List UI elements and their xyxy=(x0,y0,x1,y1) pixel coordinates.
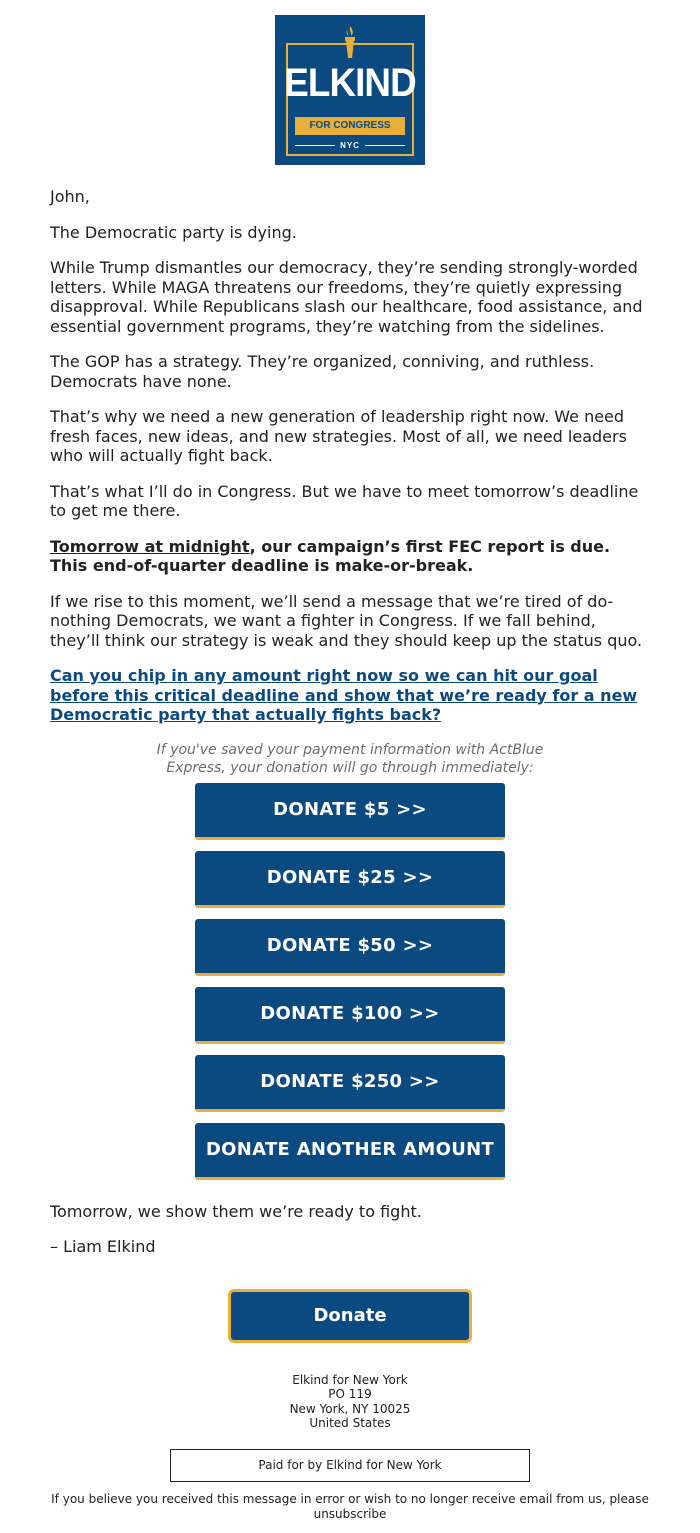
paragraph: That’s why we need a new generation of leadership right now. We need fresh faces, new ideas, and new strategies. Most of all, we need leaders who will actually fight back. xyxy=(50,407,627,465)
donate-25-button[interactable]: DONATE $25 >> xyxy=(195,851,505,908)
paragraph: That’s what I’ll do in Congress. But we have to meet tomorrow’s deadline to get me there. xyxy=(50,481,639,520)
email-body xyxy=(0,187,700,725)
deadline-underlined: Tomorrow at midnight xyxy=(50,536,250,556)
signature: – Liam Elkind xyxy=(50,1237,156,1256)
elkind-logo xyxy=(275,15,425,165)
footer-donate-button[interactable]: Donate xyxy=(228,1289,472,1343)
donate-5-button[interactable]: DONATE $5 >> xyxy=(195,783,505,840)
donate-another-amount-button[interactable]: DONATE ANOTHER AMOUNT xyxy=(195,1123,505,1180)
mailing-address xyxy=(0,1373,700,1431)
donate-100-button[interactable]: DONATE $100 >> xyxy=(195,987,505,1044)
logo-city: NYC xyxy=(340,140,360,150)
address-line: New York, NY 10025 xyxy=(289,1401,411,1416)
logo-container xyxy=(0,0,700,165)
closing-line: Tomorrow, we show them we’re ready to fight. xyxy=(50,1201,422,1221)
paragraph: The Democratic party is dying. xyxy=(50,222,297,242)
donate-button-list xyxy=(0,783,700,1180)
address-line: United States xyxy=(309,1416,391,1430)
logo-band: FOR CONGRESS xyxy=(295,117,405,135)
paragraph: If we rise to this moment, we’ll send a message that we’re tired of do-nothing Democrats, we want a fighter in Congress. If we fall behind, they’ll think our strategy is weak and they should keep up the status quo. xyxy=(50,591,643,650)
address-line: Elkind for New York xyxy=(292,1372,408,1387)
address-line: PO 119 xyxy=(328,1387,372,1401)
actblue-note: If you've saved your payment information with ActBlue Express, your donation will go through immediately: xyxy=(156,741,544,776)
paid-for-disclaimer: Paid for by Elkind for New York xyxy=(170,1449,530,1482)
logo-nyc-row xyxy=(295,139,405,151)
cta-link[interactable]: Can you chip in any amount right now so we can hit our goal before this critical deadline and show that we’re ready for a new Democratic party that actually fights back? xyxy=(50,666,638,724)
unsubscribe-text[interactable]: If you believe you received this message in error or wish to no longer receive email from us, please unsubscribe xyxy=(51,1491,649,1521)
footer-donate-wrap xyxy=(0,1289,700,1343)
paragraph: While Trump dismantles our democracy, they’re sending strongly-worded letters. While MAGA threatens our freedoms, they’re quietly expressing disapproval. While Republicans slash our healthcare, food assistance, and essential government programs, they’re watching from the sidelines. xyxy=(50,258,643,336)
sign-off xyxy=(0,1202,700,1257)
paragraph: The GOP has a strategy. They’re organized, conniving, and ruthless. Democrats have none. xyxy=(50,352,595,391)
donate-50-button[interactable]: DONATE $50 >> xyxy=(195,919,505,976)
logo-name: ELKIND xyxy=(284,61,416,105)
deadline-rest: , our campaign’s first FEC report is due. This end-of-quarter deadline is make-or-break. xyxy=(50,536,611,575)
greeting: John, xyxy=(50,187,90,206)
deadline-paragraph xyxy=(50,537,650,576)
donate-250-button[interactable]: DONATE $250 >> xyxy=(195,1055,505,1112)
